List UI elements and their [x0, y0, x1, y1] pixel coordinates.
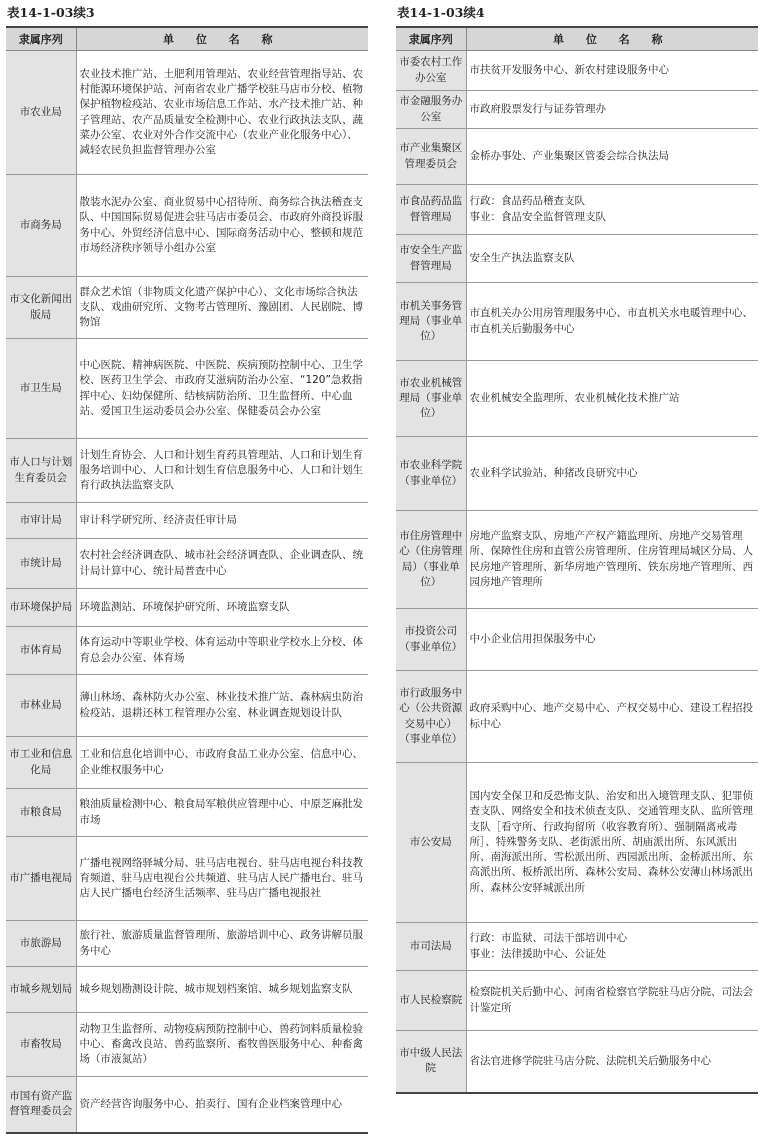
dept-cell: 市林业局: [6, 675, 76, 737]
dept-cell: 市安全生产监督管理局: [396, 235, 466, 283]
table-row: [6, 175, 368, 277]
table-row: [6, 837, 368, 921]
dept-cell: 市畜牧局: [6, 1013, 76, 1077]
dept-cell: 市统计局: [6, 539, 76, 589]
units-cell: 审计科学研究所、经济责任审计局: [76, 503, 368, 539]
table-row: [396, 129, 758, 185]
dept-cell: 市住房管理中心（住房管理局）（事业单位）: [396, 511, 466, 609]
table-row: [6, 627, 368, 675]
dept-cell: 市委农村工作办公室: [396, 51, 466, 91]
units-table: [6, 26, 368, 1134]
table-row: [6, 675, 368, 737]
dept-cell: 市人民检察院: [396, 971, 466, 1031]
header-dept: 隶属序列: [6, 27, 76, 51]
dept-cell: 市产业集聚区管理委员会: [396, 129, 466, 185]
dept-cell: 市金融服务办公室: [396, 91, 466, 129]
table-row: [6, 789, 368, 837]
units-cell: 农业科学试验站、种猪改良研究中心: [466, 437, 758, 511]
dept-cell: 市审计局: [6, 503, 76, 539]
table-right: [396, 0, 758, 1094]
units-cell: 旅行社、旅游质量监督管理所、旅游培训中心、政务讲解员服务中心: [76, 921, 368, 967]
dept-cell: 市环境保护局: [6, 589, 76, 627]
dept-cell: 市公安局: [396, 763, 466, 923]
dept-cell: 市农业科学院（事业单位）: [396, 437, 466, 511]
dept-cell: 市旅游局: [6, 921, 76, 967]
table-row: [396, 671, 758, 763]
table-row: [396, 91, 758, 129]
units-cell: 市扶贫开发服务中心、新农村建设服务中心: [466, 51, 758, 91]
table-row: [6, 737, 368, 789]
units-cell: 农业技术推广站、土肥利用管理站、农业经营管理指导站、农村能源环境保护站、河南省农业广播学校驻马店市分校、植物保护植物检疫站、农业市场信息工作站、水产技术推广站、种子管理站、农产品质量安全检测中心、农业行政执法支队、蔬菜办公室、农业对外合作交流中心（农业产业化服务中心）、减轻农民负担监督管理办公室: [76, 51, 368, 175]
units-cell: 国内安全保卫和反恐怖支队、治安和出入境管理支队、犯罪侦查支队、网络安全和技术侦查支队、交通管理支队、监所管理支队［看守所、行政拘留所（收容教育所）、强制隔离戒毒所］、特殊警务支队、老街派出所、胡庙派出所、东风派出所、南海派出所、雪松派出所、西园派出所、金桥派出所、东高派出所、板桥派出所、森林公安局、森林公安薄山林场派出所、森林公安驿城派出所: [466, 763, 758, 923]
dept-cell: 市投资公司（事业单位）: [396, 609, 466, 671]
units-cell: 薄山林场、森林防火办公室、林业技术推广站、森林病虫防治检疫站、退耕还林工程管理办公室、林业调查规划设计队: [76, 675, 368, 737]
units-cell: 金桥办事处、产业集聚区管委会综合执法局: [466, 129, 758, 185]
units-cell: 粮油质量检测中心、粮食局军粮供应管理中心、中原芝麻批发市场: [76, 789, 368, 837]
header-units: 单 位 名 称: [466, 27, 758, 51]
dept-cell: 市机关事务管理局（事业单位）: [396, 283, 466, 361]
dept-cell: 市卫生局: [6, 339, 76, 439]
table-row: [396, 763, 758, 923]
table-caption: 表14-1-03续4: [397, 5, 485, 20]
table-row: [6, 539, 368, 589]
table-row: [6, 339, 368, 439]
units-cell: 行政：市监狱、司法干部培训中心 事业：法律援助中心、公证处: [466, 923, 758, 971]
units-cell: 市直机关办公用房管理服务中心、市直机关水电暖管理中心、市直机关后勤服务中心: [466, 283, 758, 361]
table-row: [6, 921, 368, 967]
units-cell: 城乡规划勘测设计院、城市规划档案馆、城乡规划监察支队: [76, 967, 368, 1013]
table-header-row: [6, 27, 368, 51]
table-row: [396, 51, 758, 91]
dept-cell: 市农业机械管理局（事业单位）: [396, 361, 466, 437]
dept-cell: 市粮食局: [6, 789, 76, 837]
header-units: 单 位 名 称: [76, 27, 368, 51]
units-cell: 中心医院、精神病医院、中医院、疾病预防控制中心、卫生学校、医药卫生学会、市政府艾滋病防治办公室、“120”急救指挥中心、妇幼保健所、结核病防治所、卫生监督所、中心血站、爱国卫生运动委员会办公室、保健委员会办公室: [76, 339, 368, 439]
header-dept: 隶属序列: [396, 27, 466, 51]
table-row: [6, 589, 368, 627]
units-cell: 散装水泥办公室、商业贸易中心招待所、商务综合执法稽查支队、中国国际贸易促进会驻马店市委员会、市政府外商投诉服务中心、外贸经济信息中心、国际商务活动中心、整顿和规范市场经济秩序领导小组办公室: [76, 175, 368, 277]
units-cell: 工业和信息化培训中心、市政府食品工业办公室、信息中心、企业维权服务中心: [76, 737, 368, 789]
dept-cell: 市城乡规划局: [6, 967, 76, 1013]
table-row: [396, 437, 758, 511]
units-cell: 体育运动中等职业学校、体育运动中等职业学校水上分校、体育总会办公室、体育场: [76, 627, 368, 675]
units-cell: 安全生产执法监察支队: [466, 235, 758, 283]
table-left: [6, 0, 368, 1134]
table-row: [6, 1077, 368, 1133]
table-row: [6, 503, 368, 539]
table-row: [396, 361, 758, 437]
units-cell: 群众艺术馆（非物质文化遗产保护中心）、文化市场综合执法支队、戏曲研究所、文物考古管理所、豫剧团、人民剧院、博物馆: [76, 277, 368, 339]
units-cell: 农业机械安全监理所、农业机械化技术推广站: [466, 361, 758, 437]
table-row: [6, 51, 368, 175]
table-row: [396, 185, 758, 235]
table-row: [396, 971, 758, 1031]
table-row: [396, 923, 758, 971]
table-row: [396, 609, 758, 671]
dept-cell: 市司法局: [396, 923, 466, 971]
dept-cell: 市中级人民法院: [396, 1031, 466, 1093]
units-cell: 农村社会经济调查队、城市社会经济调查队、企业调查队、统计局计算中心、统计局普查中心: [76, 539, 368, 589]
units-table: [396, 26, 758, 1094]
table-row: [6, 277, 368, 339]
units-cell: 环境监测站、环境保护研究所、环境监察支队: [76, 589, 368, 627]
table-caption: 表14-1-03续3: [7, 5, 95, 20]
dept-cell: 市广播电视局: [6, 837, 76, 921]
units-cell: 广播电视网络驿城分局、驻马店电视台、驻马店电视台科技教育频道、驻马店电视台公共频道、驻马店人民广播电台、驻马店人民广播电台经济生活频率、驻马店广播电视报社: [76, 837, 368, 921]
dept-cell: 市工业和信息化局: [6, 737, 76, 789]
table-row: [396, 511, 758, 609]
dept-cell: 市文化新闻出版局: [6, 277, 76, 339]
units-cell: 市政府股票发行与证券管理办: [466, 91, 758, 129]
units-cell: 计划生育协会、人口和计划生育药具管理站、人口和计划生育服务培训中心、人口和计划生育信息服务中心、人口和计划生育行政执法监察支队: [76, 439, 368, 503]
table-row: [6, 439, 368, 503]
table-row: [6, 967, 368, 1013]
table-row: [396, 283, 758, 361]
units-cell: 资产经营咨询服务中心、拍卖行、国有企业档案管理中心: [76, 1077, 368, 1133]
table-row: [6, 1013, 368, 1077]
dept-cell: 市人口与计划生育委员会: [6, 439, 76, 503]
units-cell: 行政：食品药品稽查支队 事业：食品安全监督管理支队: [466, 185, 758, 235]
table-row: [396, 1031, 758, 1093]
units-cell: 政府采购中心、地产交易中心、产权交易中心、建设工程招投标中心: [466, 671, 758, 763]
table-row: [396, 235, 758, 283]
table-header-row: [396, 27, 758, 51]
dept-cell: 市行政服务中心（公共资源交易中心）（事业单位）: [396, 671, 466, 763]
units-cell: 中小企业信用担保服务中心: [466, 609, 758, 671]
units-cell: 动物卫生监督所、动物疫病预防控制中心、兽药饲料质量检验中心、畜禽改良站、兽药监察所、畜牧兽医服务中心、种畜禽场（市液氮站）: [76, 1013, 368, 1077]
units-cell: 省法官进修学院驻马店分院、法院机关后勤服务中心: [466, 1031, 758, 1093]
dept-cell: 市体育局: [6, 627, 76, 675]
units-cell: 检察院机关后勤中心、河南省检察官学院驻马店分院、司法会计鉴定所: [466, 971, 758, 1031]
dept-cell: 市国有资产监督管理委员会: [6, 1077, 76, 1133]
units-cell: 房地产监察支队、房地产产权产籍监理所、房地产交易管理所、保障性住房和直管公房管理所、住房管理局城区分局、人民房地产管理所、新华房地产管理所、铁东房地产管理所、西园房地产管理所: [466, 511, 758, 609]
dept-cell: 市食品药品监督管理局: [396, 185, 466, 235]
dept-cell: 市农业局: [6, 51, 76, 175]
dept-cell: 市商务局: [6, 175, 76, 277]
